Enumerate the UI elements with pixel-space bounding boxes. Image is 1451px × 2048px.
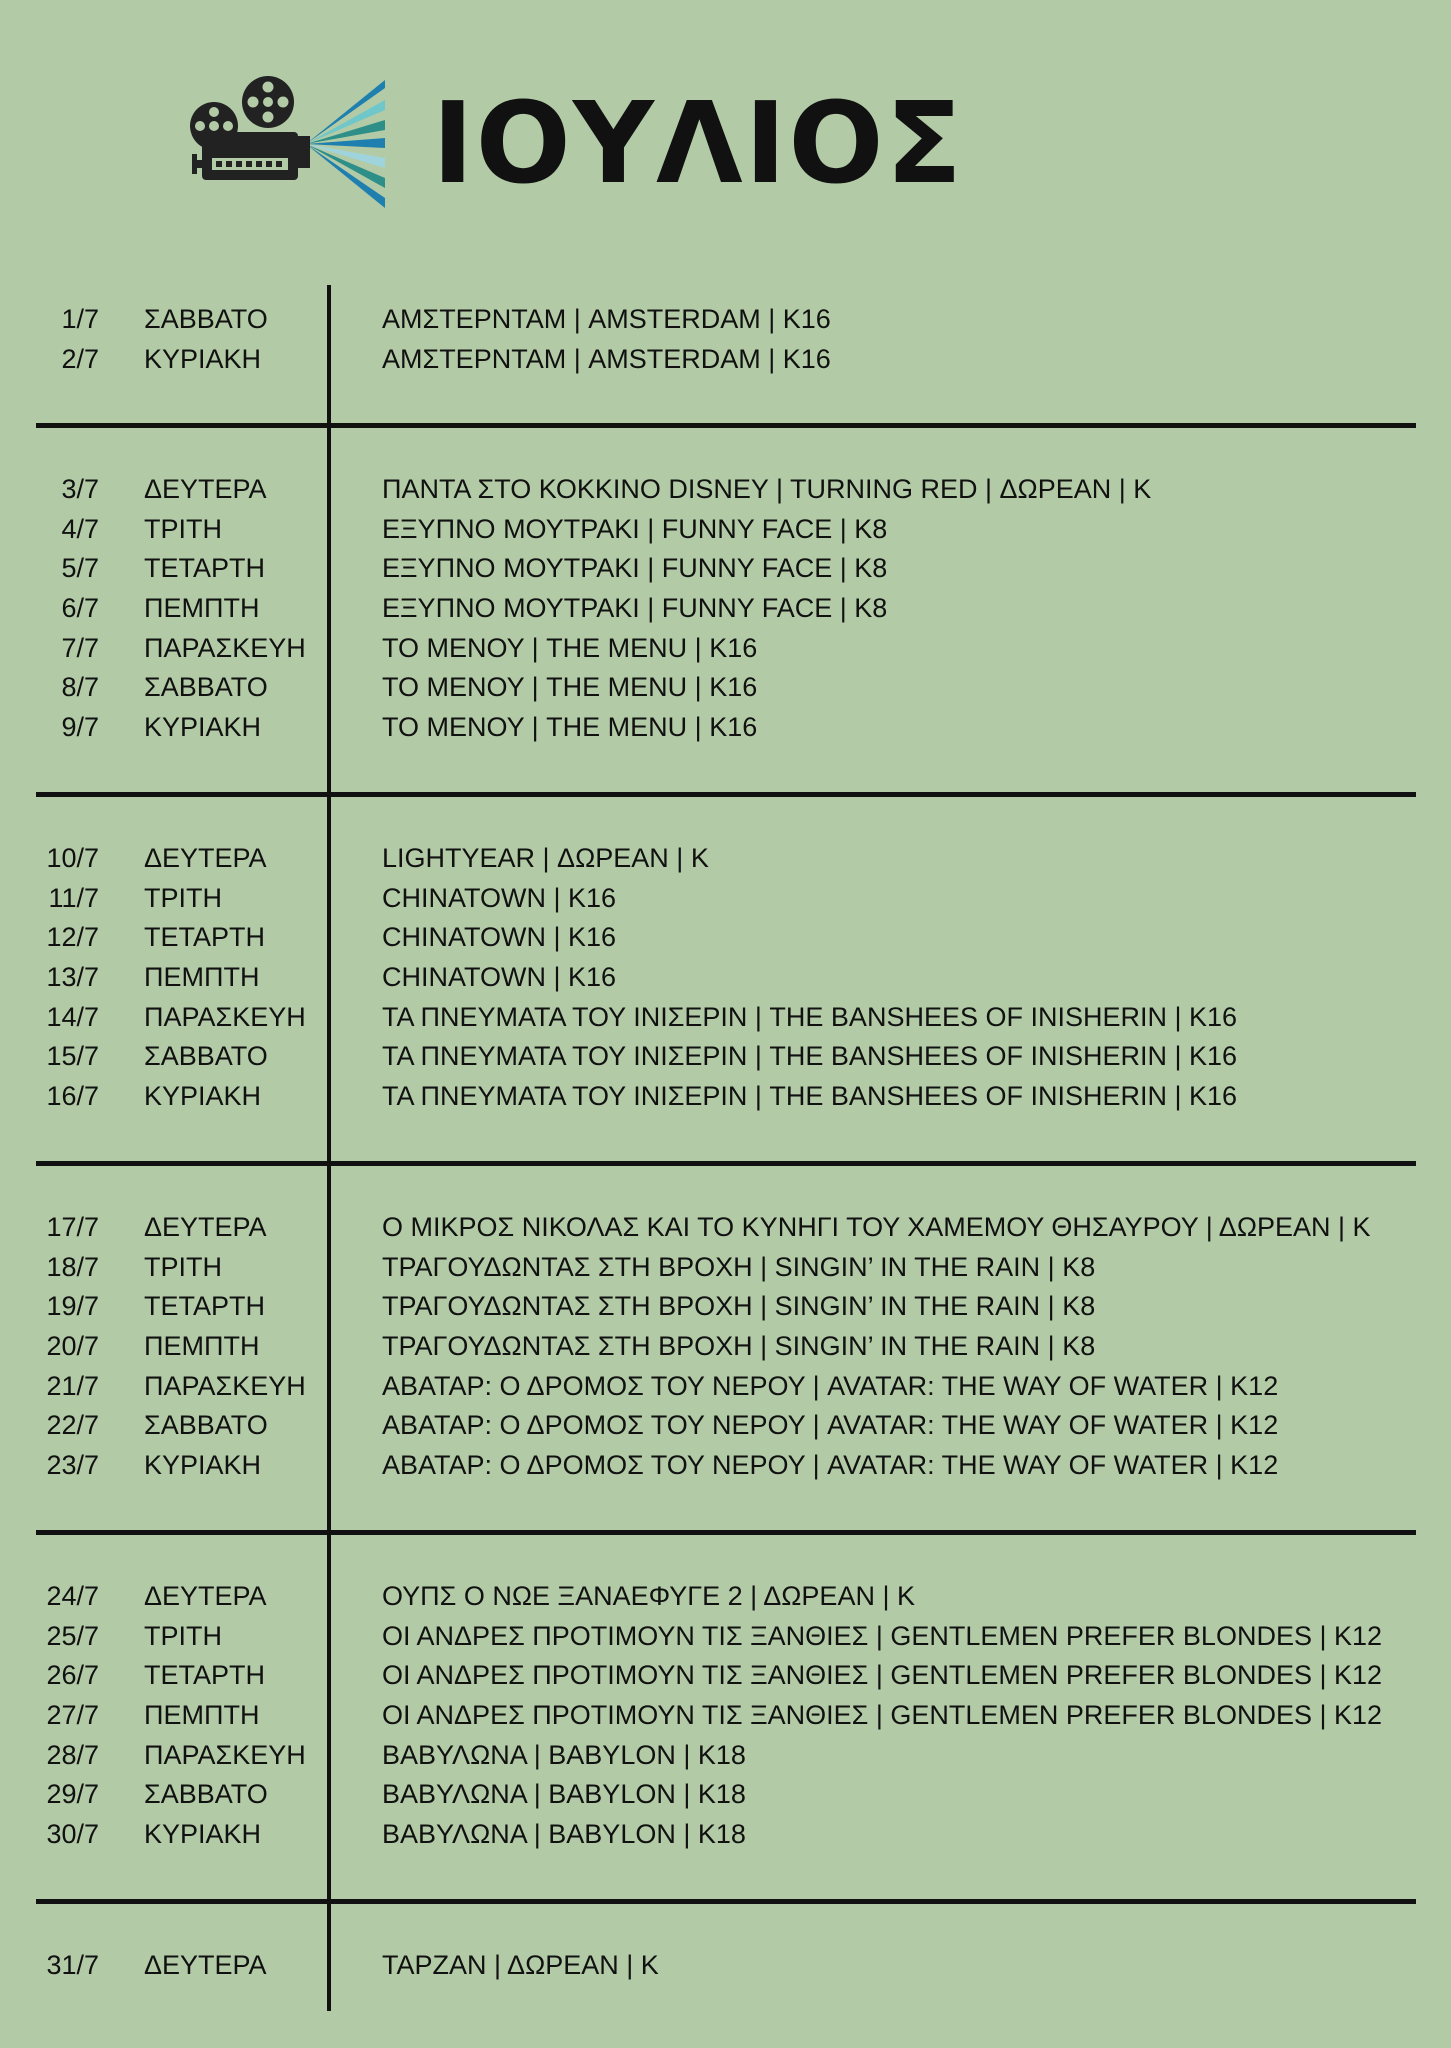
schedule-row [0,1208,1451,1248]
screening-date: 4/7 [61,513,99,544]
schedule-row [0,1406,1451,1446]
movie-title: ΑΜΣΤΕΡΝΤΑΜ | AMSTERDAM | Κ16 [382,304,831,334]
schedule-row [0,510,1451,550]
film-projector-icon [188,76,388,212]
movie-title: ΤΡΑΓΟΥΔΩΝΤΑΣ ΣΤΗ ΒΡΟΧΗ | SINGIN’ IN THE RAIN | Κ8 [382,1331,1096,1362]
screening-date: 8/7 [61,672,99,703]
movie-title: ΑΒΑΤΑΡ: Ο ΔΡΟΜΟΣ ΤΟΥ ΝΕΡΟΥ | AVATAR: THE WAY OF WATER | Κ12 [382,1450,1279,1481]
schedule-row [0,1248,1451,1288]
movie-title: ΤΑΡΖΑΝ | ΔΩΡΕΑΝ | Κ [382,1950,659,1980]
movie-title: ΒΑΒΥΛΩΝΑ | BABYLON | Κ18 [382,1779,746,1810]
screening-date: 11/7 [48,882,99,913]
screening-date: 22/7 [46,1410,99,1441]
screening-date: 18/7 [46,1251,99,1282]
movie-title: LIGHTYEAR | ΔΩΡΕΑΝ | Κ [382,843,709,873]
screening-date: 10/7 [46,843,99,873]
screening-day: ΤΡΙΤΗ [144,513,222,544]
screening-day: ΚΥΡΙΑΚΗ [144,1450,262,1481]
schedule-row [0,340,1451,380]
screening-day: ΔΕΥΤΕΡΑ [144,1950,267,1980]
screening-date: 29/7 [46,1779,99,1810]
movie-title: ΤΑ ΠΝΕΥΜΑΤΑ ΤΟΥ ΙΝΙΣΕΡΙΝ | THE BANSHEES OF INISHERIN | Κ16 [382,1041,1238,1072]
schedule-row [0,668,1451,708]
schedule-table [0,285,1451,2004]
screening-day: ΚΥΡΙΑΚΗ [144,1081,262,1112]
screening-date: 27/7 [46,1700,99,1731]
schedule-row [0,1367,1451,1407]
screening-date: 12/7 [46,922,99,953]
screening-day: ΠΕΜΠΤΗ [144,962,260,993]
screening-date: 7/7 [61,632,99,663]
schedule-week-block [0,1904,1451,2004]
screening-day: ΔΕΥΤΕΡΑ [144,474,267,504]
screening-day: ΤΕΤΑΡΤΗ [144,922,265,953]
schedule-row [0,1446,1451,1486]
movie-title: ΠΑΝΤΑ ΣΤΟ ΚΟΚΚΙΝΟ DISNEY | TURNING RED | ΔΩΡΕΑΝ | Κ [382,474,1152,504]
schedule-row [0,918,1451,958]
schedule-row [0,470,1451,510]
schedule-row [0,629,1451,669]
screening-date: 24/7 [46,1581,99,1611]
movie-title: ΤΟ ΜΕΝΟΥ | THE MENU | Κ16 [382,712,758,743]
screening-date: 23/7 [46,1450,99,1481]
screening-date: 6/7 [61,593,99,624]
schedule-row [0,549,1451,589]
screening-day: ΠΑΡΑΣΚΕΥΗ [144,1001,306,1032]
screening-day: ΠΑΡΑΣΚΕΥΗ [144,1739,306,1770]
schedule-week-block [0,797,1451,1161]
screening-date: 17/7 [46,1212,99,1242]
screening-day: ΤΕΤΑΡΤΗ [144,553,265,584]
screening-day: ΣΑΒΒΑΤΟ [144,1779,268,1810]
schedule-row [0,1037,1451,1077]
movie-title: ΤΑ ΠΝΕΥΜΑΤΑ ΤΟΥ ΙΝΙΣΕΡΙΝ | THE BANSHEES OF INISHERIN | Κ16 [382,1081,1238,1112]
movie-title: ΤΑ ΠΝΕΥΜΑΤΑ ΤΟΥ ΙΝΙΣΕΡΙΝ | THE BANSHEES OF INISHERIN | Κ16 [382,1001,1238,1032]
page-header [0,0,1451,240]
screening-date: 21/7 [46,1370,99,1401]
schedule-row [0,1617,1451,1657]
screening-date: 1/7 [61,304,99,334]
screening-date: 25/7 [46,1620,99,1651]
schedule-row [0,300,1451,340]
schedule-row [0,879,1451,919]
screening-date: 13/7 [46,962,99,993]
screening-date: 20/7 [46,1331,99,1362]
screening-day: ΚΥΡΙΑΚΗ [144,343,262,374]
movie-title: ΟΥΠΣ Ο ΝΩΕ ΞΑΝΑΕΦΥΓΕ 2 | ΔΩΡΕΑΝ | Κ [382,1581,915,1611]
movie-title: CHINATOWN | Κ16 [382,922,617,953]
schedule-row [0,1775,1451,1815]
schedule-row [0,708,1451,748]
screening-day: ΠΕΜΠΤΗ [144,1700,260,1731]
screening-date: 30/7 [46,1819,99,1850]
screening-date: 26/7 [46,1660,99,1691]
screening-date: 28/7 [46,1739,99,1770]
screening-date: 9/7 [61,712,99,743]
screening-day: ΠΑΡΑΣΚΕΥΗ [144,632,306,663]
screening-day: ΤΡΙΤΗ [144,1251,222,1282]
movie-title: CHINATOWN | Κ16 [382,962,617,993]
schedule-row [0,839,1451,879]
screening-day: ΣΑΒΒΑΤΟ [144,1041,268,1072]
movie-title: ΤΟ ΜΕΝΟΥ | THE MENU | Κ16 [382,632,758,663]
movie-title: ΒΑΒΥΛΩΝΑ | BABYLON | Κ18 [382,1819,746,1850]
screening-day: ΔΕΥΤΕΡΑ [144,843,267,873]
schedule-row [0,1946,1451,1986]
movie-title: ΕΞΥΠΝΟ ΜΟΥΤΡΑΚΙ | FUNNY FACE | Κ8 [382,513,888,544]
schedule-week-block [0,1166,1451,1530]
screening-day: ΠΕΜΠΤΗ [144,1331,260,1362]
movie-title: ΕΞΥΠΝΟ ΜΟΥΤΡΑΚΙ | FUNNY FACE | Κ8 [382,593,888,624]
movie-title: ΑΒΑΤΑΡ: Ο ΔΡΟΜΟΣ ΤΟΥ ΝΕΡΟΥ | AVATAR: THE WAY OF WATER | Κ12 [382,1410,1279,1441]
movie-title: Ο ΜΙΚΡΟΣ ΝΙΚΟΛΑΣ ΚΑΙ ΤΟ ΚΥΝΗΓΙ ΤΟΥ ΧΑΜΕΜΟΥ ΘΗΣΑΥΡΟΥ | ΔΩΡΕΑΝ | Κ [382,1212,1371,1242]
schedule-row [0,1577,1451,1617]
movie-title: CHINATOWN | Κ16 [382,882,617,913]
screening-day: ΔΕΥΤΕΡΑ [144,1212,267,1242]
movie-title: ΤΡΑΓΟΥΔΩΝΤΑΣ ΣΤΗ ΒΡΟΧΗ | SINGIN’ IN THE RAIN | Κ8 [382,1251,1096,1282]
movie-title: ΤΡΑΓΟΥΔΩΝΤΑΣ ΣΤΗ ΒΡΟΧΗ | SINGIN’ IN THE RAIN | Κ8 [382,1291,1096,1322]
movie-title: ΕΞΥΠΝΟ ΜΟΥΤΡΑΚΙ | FUNNY FACE | Κ8 [382,553,888,584]
schedule-week-block [0,285,1451,423]
schedule-row [0,1077,1451,1117]
screening-date: 14/7 [46,1001,99,1032]
schedule-row [0,1656,1451,1696]
screening-day: ΣΑΒΒΑΤΟ [144,304,268,334]
screening-date: 31/7 [46,1950,99,1980]
movie-title: ΑΒΑΤΑΡ: Ο ΔΡΟΜΟΣ ΤΟΥ ΝΕΡΟΥ | AVATAR: THE WAY OF WATER | Κ12 [382,1370,1279,1401]
screening-day: ΚΥΡΙΑΚΗ [144,1819,262,1850]
movie-title: ΟΙ ΑΝΔΡΕΣ ΠΡΟΤΙΜΟΥΝ ΤΙΣ ΞΑΝΘΙΕΣ | GENTLEMEN PREFER BLONDES | Κ12 [382,1700,1383,1731]
screening-day: ΣΑΒΒΑΤΟ [144,672,268,703]
screening-day: ΣΑΒΒΑΤΟ [144,1410,268,1441]
screening-date: 3/7 [61,474,99,504]
screening-day: ΠΑΡΑΣΚΕΥΗ [144,1370,306,1401]
movie-title: ΤΟ ΜΕΝΟΥ | THE MENU | Κ16 [382,672,758,703]
movie-title: ΑΜΣΤΕΡΝΤΑΜ | AMSTERDAM | Κ16 [382,343,831,374]
page-title: ΙΟΥΛΙΟΣ [432,79,965,209]
movie-title: ΒΑΒΥΛΩΝΑ | BABYLON | Κ18 [382,1739,746,1770]
screening-date: 2/7 [61,343,99,374]
screening-day: ΤΕΤΑΡΤΗ [144,1291,265,1322]
screening-day: ΤΕΤΑΡΤΗ [144,1660,265,1691]
schedule-week-block [0,428,1451,792]
screening-day: ΔΕΥΤΕΡΑ [144,1581,267,1611]
schedule-row [0,1696,1451,1736]
schedule-row [0,1815,1451,1855]
schedule-row [0,1736,1451,1776]
movie-title: ΟΙ ΑΝΔΡΕΣ ΠΡΟΤΙΜΟΥΝ ΤΙΣ ΞΑΝΘΙΕΣ | GENTLEMEN PREFER BLONDES | Κ12 [382,1660,1383,1691]
movie-title: ΟΙ ΑΝΔΡΕΣ ΠΡΟΤΙΜΟΥΝ ΤΙΣ ΞΑΝΘΙΕΣ | GENTLEMEN PREFER BLONDES | Κ12 [382,1620,1383,1651]
schedule-row [0,998,1451,1038]
screening-day: ΚΥΡΙΑΚΗ [144,712,262,743]
schedule-row [0,1287,1451,1327]
screening-day: ΤΡΙΤΗ [144,882,222,913]
screening-date: 19/7 [46,1291,99,1322]
schedule-row [0,589,1451,629]
screening-date: 16/7 [46,1081,99,1112]
screening-day: ΠΕΜΠΤΗ [144,593,260,624]
schedule-week-block [0,1535,1451,1899]
screening-date: 5/7 [61,553,99,584]
schedule-row [0,958,1451,998]
schedule-row [0,1327,1451,1367]
screening-day: ΤΡΙΤΗ [144,1620,222,1651]
screening-date: 15/7 [46,1041,99,1072]
